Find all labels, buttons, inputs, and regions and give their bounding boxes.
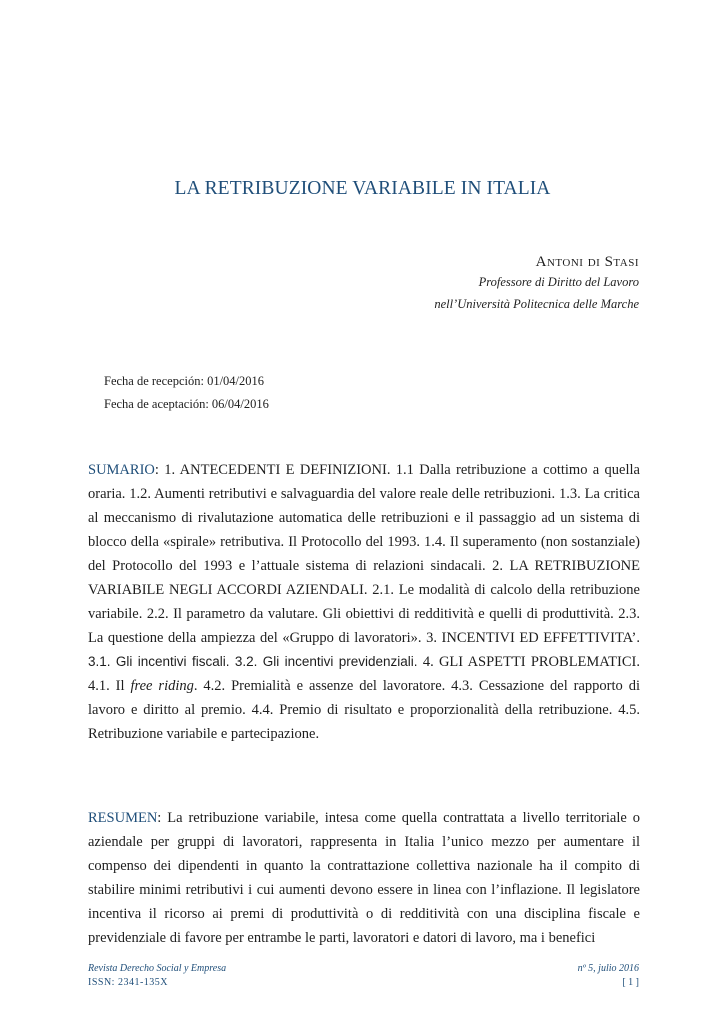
resumen-text: : La retribuzione variabile, intesa come quella contrattata a livello territoriale o aziendale per gruppi di lavoratori, rappresenta in Italia l’unico mezzo per aumentare il compenso dei dipendenti in quanto la contrattazione collettiva nazionale ha il compito di stabilire minimi retributivi i cui aumenti devono essere in linea con l’inflazione. Il legislatore incentiva il ricorso ai premi di produttività o di redditività con una disciplina fiscale e previdenziale di favore per entrambe le parti, lavoratori e datori di lavoro, ma i benefici [88,810,640,946]
sumario-label: SUMARIO [88,462,155,478]
footer-left [88,962,226,990]
sumario-text-b: 3.1. Gli incentivi fiscali. 3.2. Gli incentivi previdenziali. [88,654,418,669]
paper-title: LA RETRIBUZIONE VARIABILE IN ITALIA [174,178,551,199]
accepted-date: Fecha de aceptación: 06/04/2016 [104,397,269,411]
sumario-paragraph [88,458,640,746]
sumario-text-d: . 4.2. Premialità e assenze del lavoratore. 4.3. Cessazione del rapporto di lavoro e diritto al premio. 4.4. Premio di risultato e proporzionalità della retribuzione. 4.5. Retribuzione variabile e partecipazione. [88,678,641,742]
author-name: Antoni di Stasi [535,254,639,270]
resumen-paragraph [88,806,640,950]
author-affiliation-line2: nell’Università Politecnica delle Marche [434,297,639,311]
sumario-text-a: : 1. ANTECEDENTI E DEFINIZIONI. 1.1 Dalla retribuzione a cottimo a quella oraria. 1.2. Aumenti retributivi e salvaguardia del valore reale delle retribuzioni. 1.3. La critica al meccanismo di rivalutazione automatica delle retribuzioni e il passaggio ad un sistema di blocco della «spirale» retributiva. Il Protocollo del 1993. 1.4. Il superamento (non sostanziale) del Protocollo del 1993 e l’attuale sistema di relazioni sindacali. 2. LA RETRIBUZIONE VARIABILE NEGLI ACCORDI AZIENDALI. 2.1. Le modalità di calcolo della retribuzione variabile. 2.2. Il parametro da valutare. Gli obiettivi di redditività e quelli di produttività. 2.3. La questione della ampiezza del «Gruppo di lavoratori». 3. INCENTIVI ED EFFETTIVITA’. [88,462,640,646]
issue-info: nº 5, julio 2016 [577,963,639,974]
footer-right [578,962,639,990]
submission-dates [104,370,269,416]
resumen-label: RESUMEN [88,810,158,826]
sumario-text-italic: free riding [130,678,194,694]
sumario-text-c: 4. GLI ASPETTI PROBLEMATICI. 4.1. Il [88,654,640,694]
journal-name: Revista Derecho Social y Empresa [88,963,227,974]
issn: ISSN: 2341-135X [88,977,169,988]
author-block [434,254,639,315]
author-affiliation-line1: Professore di Diritto del Lavoro [478,275,639,289]
received-date: Fecha de recepción: 01/04/2016 [104,374,265,388]
page-number: [ 1 ] [622,977,639,988]
